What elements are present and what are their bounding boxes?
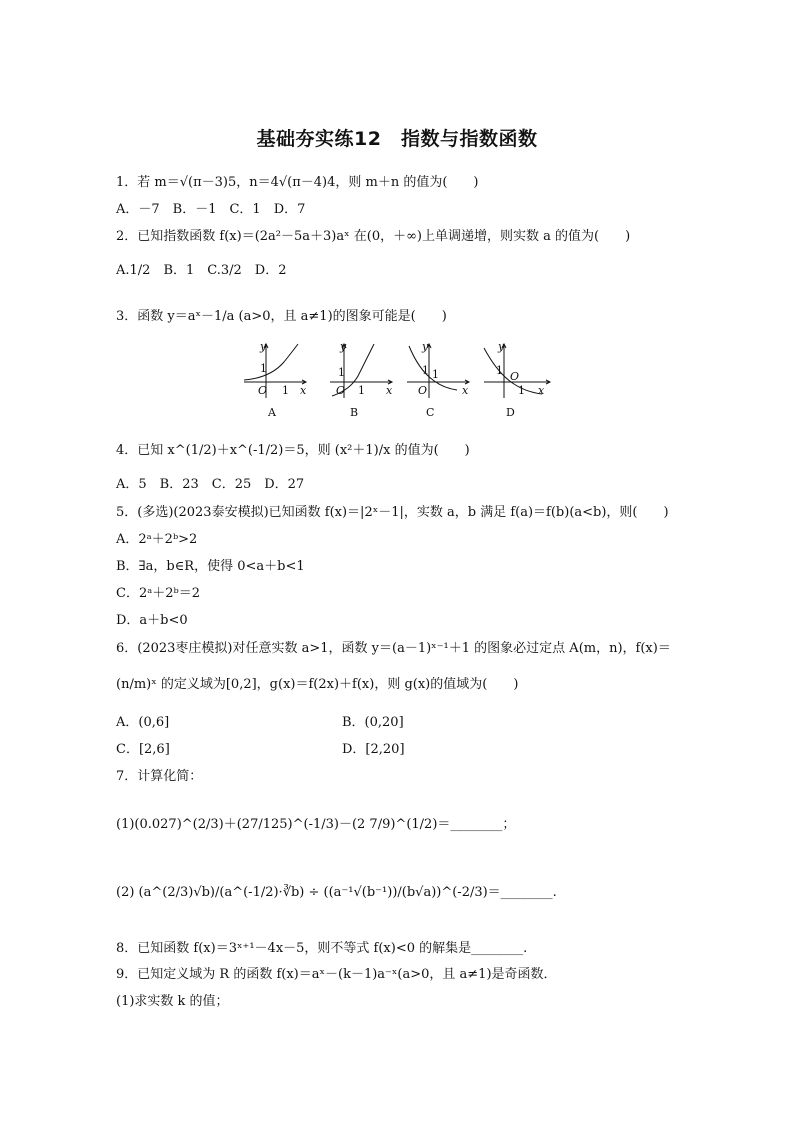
question-3-graphs <box>240 340 560 422</box>
graph-label-c: C <box>426 406 435 419</box>
svg-text:O: O <box>336 384 346 397</box>
question-5-option-d: D．a＋b<0 <box>116 613 188 628</box>
svg-text:1: 1 <box>358 384 365 397</box>
svg-text:1: 1 <box>518 384 525 397</box>
svg-text:1: 1 <box>422 364 429 377</box>
graph-label-b: B <box>350 406 359 419</box>
question-9-part-1: (1)求实数 k 的值； <box>116 994 229 1009</box>
question-4-stem: 4．已知 x^(1/2)＋x^(-1/2)＝5，则 (x²＋1)/x 的值为( ) <box>116 443 470 458</box>
question-5-option-a: A．2ᵃ＋2ᵇ>2 <box>116 532 198 547</box>
graph-label-a: A <box>268 406 276 419</box>
question-2-stem: 2．已知指数函数 f(x)＝(2a²－5a＋3)aˣ 在(0，＋∞)上单调递增，则实数 a 的值为( ) <box>116 229 631 244</box>
question-6-stem-line1: 6．(2023枣庄模拟)对任意实数 a>1，函数 y＝(a－1)ˣ⁻¹＋1 的图象必过定点 A(m，n)，f(x)＝ <box>116 641 671 656</box>
question-6-option-d: D．[2,20] <box>342 742 405 757</box>
svg-text:y: y <box>422 340 429 353</box>
svg-text:y: y <box>340 340 347 353</box>
question-4-options: A．5 B．23 C．25 D．27 <box>116 477 305 492</box>
svg-text:O: O <box>510 370 520 383</box>
question-7-stem: 7．计算化简： <box>116 769 203 784</box>
svg-text:x: x <box>386 384 393 397</box>
question-7-part-1: (1)(0.027)^(2/3)＋(27/125)^(-1/3)－(2 7/9)^(1/2)＝________； <box>116 817 516 832</box>
question-6-option-a: A．(0,6] <box>116 715 170 730</box>
question-3-stem: 3．函数 y＝aˣ－1/a (a>0，且 a≠1)的图象可能是( ) <box>116 309 447 324</box>
question-7-part-2: (2) (a^(2/3)√b)/(a^(-1/2)·∛b) ÷ ((a⁻¹√(b⁻¹))/(b√a))^(-2/3)＝________. <box>116 885 557 900</box>
svg-text:x: x <box>538 384 545 397</box>
svg-text:O: O <box>258 384 268 397</box>
question-6-option-c: C．[2,6] <box>116 742 170 757</box>
question-2-options: A.1/2 B．1 C.3/2 D．2 <box>116 263 287 278</box>
question-5-stem: 5．(多选)(2023泰安模拟)已知函数 f(x)＝|2ˣ－1|，实数 a，b 满足 f(a)＝f(b)(a<b)，则( ) <box>116 505 669 520</box>
svg-text:y: y <box>498 340 505 353</box>
question-8-stem: 8．已知函数 f(x)＝3ˣ⁺¹－4x－5，则不等式 f(x)<0 的解集是________. <box>116 941 528 956</box>
page-title: 基础夯实练12 指数与指数函数 <box>256 128 538 150</box>
question-5-option-b: B．∃a，b∈R，使得 0<a＋b<1 <box>116 559 305 574</box>
svg-text:1: 1 <box>432 368 439 381</box>
question-1-options: A．－7 B．－1 C．1 D．7 <box>116 202 306 217</box>
svg-text:y: y <box>260 340 267 353</box>
svg-text:x: x <box>462 384 469 397</box>
question-5-option-c: C．2ᵃ＋2ᵇ＝2 <box>116 586 200 601</box>
graph-label-d: D <box>506 406 515 419</box>
graph-a <box>244 344 306 398</box>
svg-text:1: 1 <box>496 364 503 377</box>
svg-text:x: x <box>300 384 307 397</box>
question-6-option-b: B．(0,20] <box>342 715 404 730</box>
question-6-stem-line2: (n/m)ˣ 的定义域为[0,2]，g(x)＝f(2x)＋f(x)，则 g(x)的值域为( ) <box>116 677 519 692</box>
svg-text:O: O <box>418 384 428 397</box>
question-9-stem: 9．已知定义域为 R 的函数 f(x)＝aˣ－(k－1)a⁻ˣ(a>0，且 a≠1)是奇函数． <box>116 967 557 982</box>
svg-text:1: 1 <box>282 384 289 397</box>
question-1-stem: 1．若 m＝√(π－3)5，n＝4√(π－4)4，则 m＋n 的值为( ) <box>116 175 479 190</box>
svg-text:1: 1 <box>260 362 267 375</box>
svg-text:1: 1 <box>338 366 345 379</box>
